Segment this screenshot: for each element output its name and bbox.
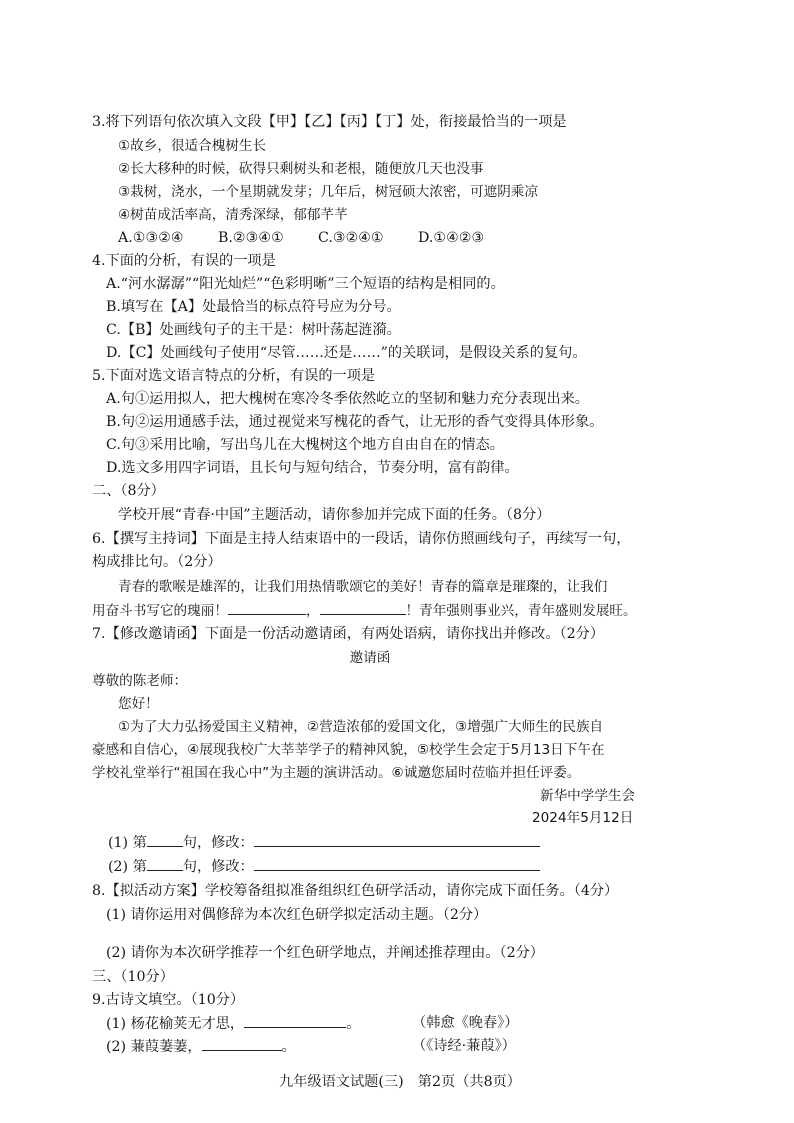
invitation-body-line-3: 学校礼堂举行“祖国在我心中”为主题的演讲活动。⑥诚邀您届时莅临并担任评委。 bbox=[92, 765, 581, 781]
q8-stem: 8.【拟活动方案】学校筹备组拟准备组织红色研学活动，请你完成下面任务。（4分） bbox=[92, 883, 619, 899]
invitation-title: 邀请函 bbox=[349, 650, 391, 666]
section-2-intro: 学校开展“青春·中国”主题活动，请你参加并完成下面的任务。（8分） bbox=[118, 507, 551, 523]
q3-item-2: ②长大移种的时候，砍得只剩树头和老根，随便放几天也没事 bbox=[118, 161, 484, 177]
q9-line-2-blank[interactable] bbox=[202, 1036, 282, 1051]
invitation-body-line-2: 豪感和自信心，④展现我校广大莘莘学子的精神风貌，⑤校学生会定于5月13日下午在 bbox=[92, 742, 605, 758]
q9-line-2-source: （《诗经·蒹葭》） bbox=[412, 1038, 516, 1054]
q8-sub-2: (2) 请你为本次研学推荐一个红色研学地点，并阐述推荐理由。（2分） bbox=[106, 945, 544, 961]
q7-answer-1-fix-blank[interactable] bbox=[254, 832, 540, 847]
page-footer: 九年级语文试题(三) 第2页（共8页） bbox=[279, 1074, 521, 1090]
q7-answer-2-fix-blank[interactable] bbox=[254, 856, 540, 871]
q6-text-separator: ， bbox=[305, 603, 320, 619]
q9-line-2-prefix: (2) 蒹葭萋萋， bbox=[106, 1039, 202, 1055]
q3-option-d: D.①④②③ bbox=[418, 230, 485, 246]
q4-option-d: D.【C】处画线句子使用“尽管……还是……”的关联词，是假设关系的复句。 bbox=[106, 345, 587, 361]
q7-answer-2-sentence-blank[interactable] bbox=[147, 856, 183, 871]
q9-line-1 bbox=[106, 1013, 360, 1034]
q6-answer-blank-1[interactable] bbox=[228, 600, 306, 615]
q5-option-d: D.选文多用四字词语，且长句与短句结合，节奏分明，富有韵律。 bbox=[106, 460, 519, 476]
q6-text-line-1: 青春的歌喉是雄浑的，让我们用热情歌颂它的美好！青春的篇章是璀璨的，让我们 bbox=[118, 579, 608, 595]
q7-answer-2-prefix: (2) 第 bbox=[108, 859, 147, 875]
q6-text-line-2 bbox=[92, 600, 637, 621]
q6-text-part-a: 用奋斗书写它的瑰丽！ bbox=[92, 603, 228, 619]
q3-option-c: C.③②④① bbox=[318, 230, 384, 246]
q5-stem: 5.下面对选文语言特点的分析，有误的一项是 bbox=[92, 368, 376, 384]
q9-line-1-source: （韩愈《晚春》） bbox=[412, 1015, 519, 1031]
q5-option-a: A.句①运用拟人，把大槐树在寒冷冬季依然屹立的坚韧和魅力充分表现出来。 bbox=[106, 391, 589, 407]
q6-stem-line-2: 构成排比句。（2分） bbox=[92, 554, 222, 570]
q7-answer-1-sentence-blank[interactable] bbox=[147, 832, 183, 847]
q5-option-b: B.句②运用通感手法，通过视觉来写槐花的香气，让无形的香气变得具体形象。 bbox=[106, 414, 604, 430]
q7-stem: 7.【修改邀请函】下面是一份活动邀请函，有两处语病，请你找出并修改。（2分） bbox=[92, 626, 605, 642]
q5-option-c: C.句③采用比喻，写出鸟儿在大槐树这个地方自由自在的情态。 bbox=[106, 437, 504, 453]
q3-item-4: ④树苗成活率高，清秀深绿，郁郁芊芊 bbox=[118, 207, 348, 223]
section-2-heading: 二、（8分） bbox=[92, 483, 165, 499]
q9-line-1-blank[interactable] bbox=[244, 1013, 346, 1028]
q9-line-1-end: 。 bbox=[346, 1016, 361, 1032]
q4-stem: 4.下面的分析，有误的一项是 bbox=[92, 253, 276, 269]
q4-option-c: C.【B】处画线句子的主干是：树叶荡起涟漪。 bbox=[106, 322, 401, 338]
q9-line-2 bbox=[106, 1036, 296, 1057]
invitation-date: 2024年5月12日 bbox=[532, 810, 634, 826]
q3-item-3: ③栽树，浇水，一个星期就发芽；几年后，树冠硕大浓密，可遮阴乘凉 bbox=[118, 184, 538, 200]
q6-answer-blank-2[interactable] bbox=[320, 600, 406, 615]
q9-line-2-end: 。 bbox=[281, 1039, 296, 1055]
q4-option-a: A.“河水潺潺”“阳光灿烂”“色彩明晰”三个短语的结构是相同的。 bbox=[106, 276, 505, 292]
invitation-signature: 新华中学学生会 bbox=[540, 788, 636, 804]
q6-stem-line-1: 6.【撰写主持词】下面是主持人结束语中的一段话，请你仿照画线句子，再续写一句， bbox=[92, 531, 631, 547]
invitation-greeting: 您好！ bbox=[118, 696, 159, 712]
q7-answer-1 bbox=[108, 832, 540, 853]
q8-sub-1: (1) 请你运用对偶修辞为本次红色研学拟定活动主题。（2分） bbox=[106, 907, 488, 923]
q3-option-b: B.②③④① bbox=[218, 230, 284, 246]
section-3-heading: 三、（10分） bbox=[92, 969, 174, 985]
q7-answer-1-prefix: (1) 第 bbox=[108, 835, 147, 851]
q3-item-1: ①故乡，很适合槐树生长 bbox=[118, 138, 267, 154]
q7-answer-2-label: 句，修改： bbox=[182, 859, 254, 875]
q4-option-b: B.填写在【A】处最恰当的标点符号应为分号。 bbox=[106, 299, 401, 315]
invitation-salutation: 尊敬的陈老师： bbox=[92, 673, 188, 689]
q3-stem: 3.将下列语句依次填入文段【甲】【乙】【丙】【丁】处，衔接最恰当的一项是 bbox=[92, 114, 567, 130]
q9-stem: 9.古诗文填空。（10分） bbox=[92, 992, 245, 1008]
q7-answer-1-label: 句，修改： bbox=[182, 835, 254, 851]
q9-line-1-prefix: (1) 杨花榆荚无才思， bbox=[106, 1016, 245, 1032]
q7-answer-2 bbox=[108, 856, 540, 877]
q6-text-part-b: ！青年强则事业兴，青年盛则发展旺。 bbox=[405, 603, 637, 619]
q3-option-a: A.①③②④ bbox=[118, 230, 184, 246]
invitation-body-line-1: ①为了大力弘扬爱国主义精神，②营造浓郁的爱国文化，③增强广大师生的民族自 bbox=[118, 719, 604, 735]
